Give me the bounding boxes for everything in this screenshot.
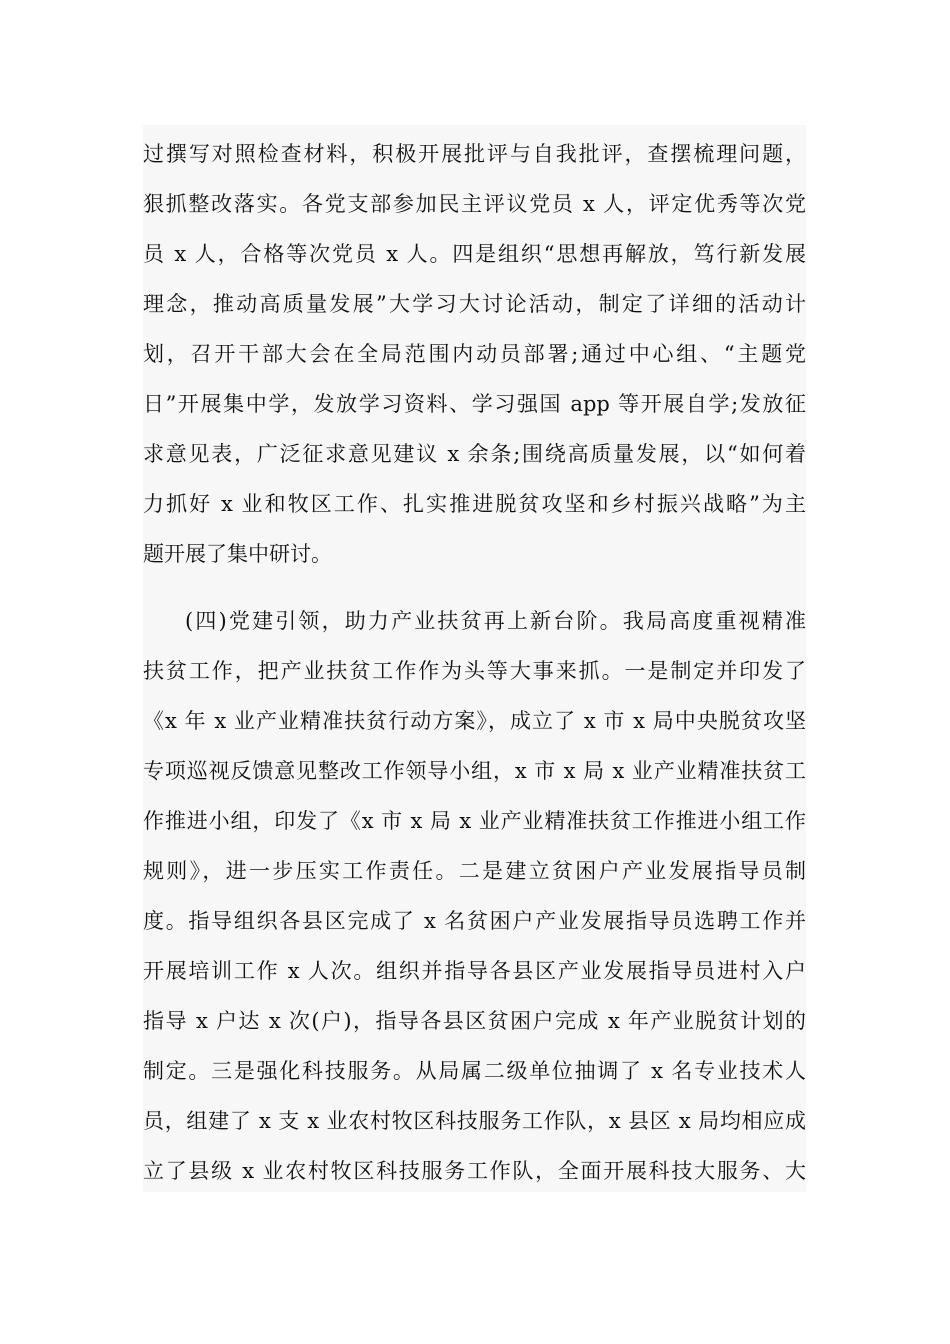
paragraph-1-line: 过撰写对照检查材料，积极开展批评与自我批评，查摆梳理问题， xyxy=(143,142,806,166)
paragraph-1-line: 划，召开干部大会在全局范围内动员部署;通过中心组、“主题党 xyxy=(143,342,806,366)
paragraph-2-line: 专项巡视反馈意见整改工作领导小组，x 市 x 局 x 业产业精准扶贫工 xyxy=(143,759,806,783)
document-text-block xyxy=(143,125,806,1192)
paragraph-1-line: 理念，推动高质量发展”大学习大讨论活动，制定了详细的活动计 xyxy=(143,292,806,316)
paragraph-2-line: 作推进小组，印发了《x 市 x 局 x 业产业精准扶贫工作推进小组工作 xyxy=(143,809,806,833)
paragraph-2-line: 开展培训工作 x 人次。组织并指导各县区产业发展指导员进村入户 xyxy=(143,959,806,983)
paragraph-1-line: 力抓好 x 业和牧区工作、扎实推进脱贫攻坚和乡村振兴战略”为主 xyxy=(143,492,806,516)
paragraph-1-line: 员 x 人，合格等次党员 x 人。四是组织“思想再解放，笃行新发展 xyxy=(143,242,806,266)
paragraph-2-line: 《x 年 x 业产业精准扶贫行动方案》，成立了 x 市 x 局中央脱贫攻坚 xyxy=(143,709,806,733)
paragraph-1-line: 求意见表，广泛征求意见建议 x 余条;围绕高质量发展，以“如何着 xyxy=(143,442,806,466)
paragraph-2-first-line: (四)党建引领，助力产业扶贫再上新台阶。我局高度重视精准 xyxy=(185,609,806,633)
paragraph-2-line: 扶贫工作，把产业扶贫工作作为头等大事来抓。一是制定并印发了 xyxy=(143,659,806,683)
paragraph-2-line: 指导 x 户达 x 次(户)，指导各县区贫困户完成 x 年产业脱贫计划的 xyxy=(143,1009,806,1033)
paragraph-2-line: 规则》，进一步压实工作责任。二是建立贫困户产业发展指导员制 xyxy=(143,859,806,883)
paragraph-2-line: 度。指导组织各县区完成了 x 名贫困户产业发展指导员选聘工作并 xyxy=(143,909,806,933)
paragraph-1-last-line: 题开展了集中研讨。 xyxy=(143,542,332,566)
paragraph-2-line: 立了县级 x 业农村牧区科技服务工作队，全面开展科技大服务、大 xyxy=(143,1159,806,1183)
paragraph-1-line: 日”开展集中学，发放学习资料、学习强国 app 等开展自学;发放征 xyxy=(143,392,806,416)
paragraph-2-line: 制定。三是强化科技服务。从局属二级单位抽调了 x 名专业技术人 xyxy=(143,1059,806,1083)
paragraph-2-line: 员，组建了 x 支 x 业农村牧区科技服务工作队，x 县区 x 局均相应成 xyxy=(143,1109,806,1133)
paragraph-1-line: 狠抓整改落实。各党支部参加民主评议党员 x 人，评定优秀等次党 xyxy=(143,192,806,216)
